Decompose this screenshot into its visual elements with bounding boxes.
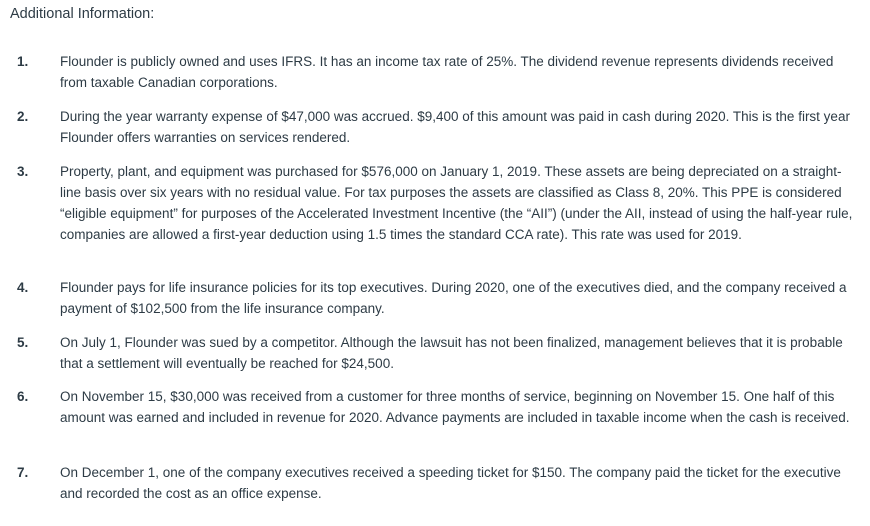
item-number: 4. <box>17 280 29 295</box>
item-text: Property, plant, and equipment was purchased for $576,000 on January 1, 2019. These assets are being depreciated on a straight-line basis over six years with no residual value. For tax purposes the assets are classified as Class 8, 20%. This PPE is considered “eligible equipment” for purposes of the Accelerated Investment Incentive (the “AII”) (under the AII, instead of using the half-year rule, companies are allowed a first-year deduction using 1.5 times the standard CCA rate). This rate was used for 2019. <box>60 164 853 242</box>
item-text: On July 1, Flounder was sued by a competitor. Although the lawsuit has not been finalized, management believes that it is probable that a settlement will eventually be reached for $24,500. <box>60 335 843 371</box>
item-number: 2. <box>17 109 29 124</box>
item-number: 1. <box>17 54 29 69</box>
item-number: 7. <box>17 465 29 480</box>
item-text: On December 1, one of the company executives received a speeding ticket for $150. The company paid the ticket for the executive and recorded the cost as an office expense. <box>60 465 841 501</box>
section-heading: Additional Information: <box>10 6 155 22</box>
item-number: 3. <box>17 164 29 179</box>
item-text: During the year warranty expense of $47,000 was accrued. $9,400 of this amount was paid in cash during 2020. This is the first year Flounder offers warranties on services rendered. <box>60 109 850 145</box>
item-text: On November 15, $30,000 was received from a customer for three months of service, beginning on November 15. One half of this amount was earned and included in revenue for 2020. Advance payments are included in taxable income when the cash is received. <box>60 389 850 425</box>
item-number: 6. <box>17 389 29 404</box>
item-number: 5. <box>17 335 29 350</box>
item-text: Flounder pays for life insurance policies for its top executives. During 2020, one of the executives died, and the company received a payment of $102,500 from the life insurance company. <box>60 280 847 316</box>
item-text: Flounder is publicly owned and uses IFRS. It has an income tax rate of 25%. The dividend revenue represents dividends received from taxable Canadian corporations. <box>60 54 834 90</box>
